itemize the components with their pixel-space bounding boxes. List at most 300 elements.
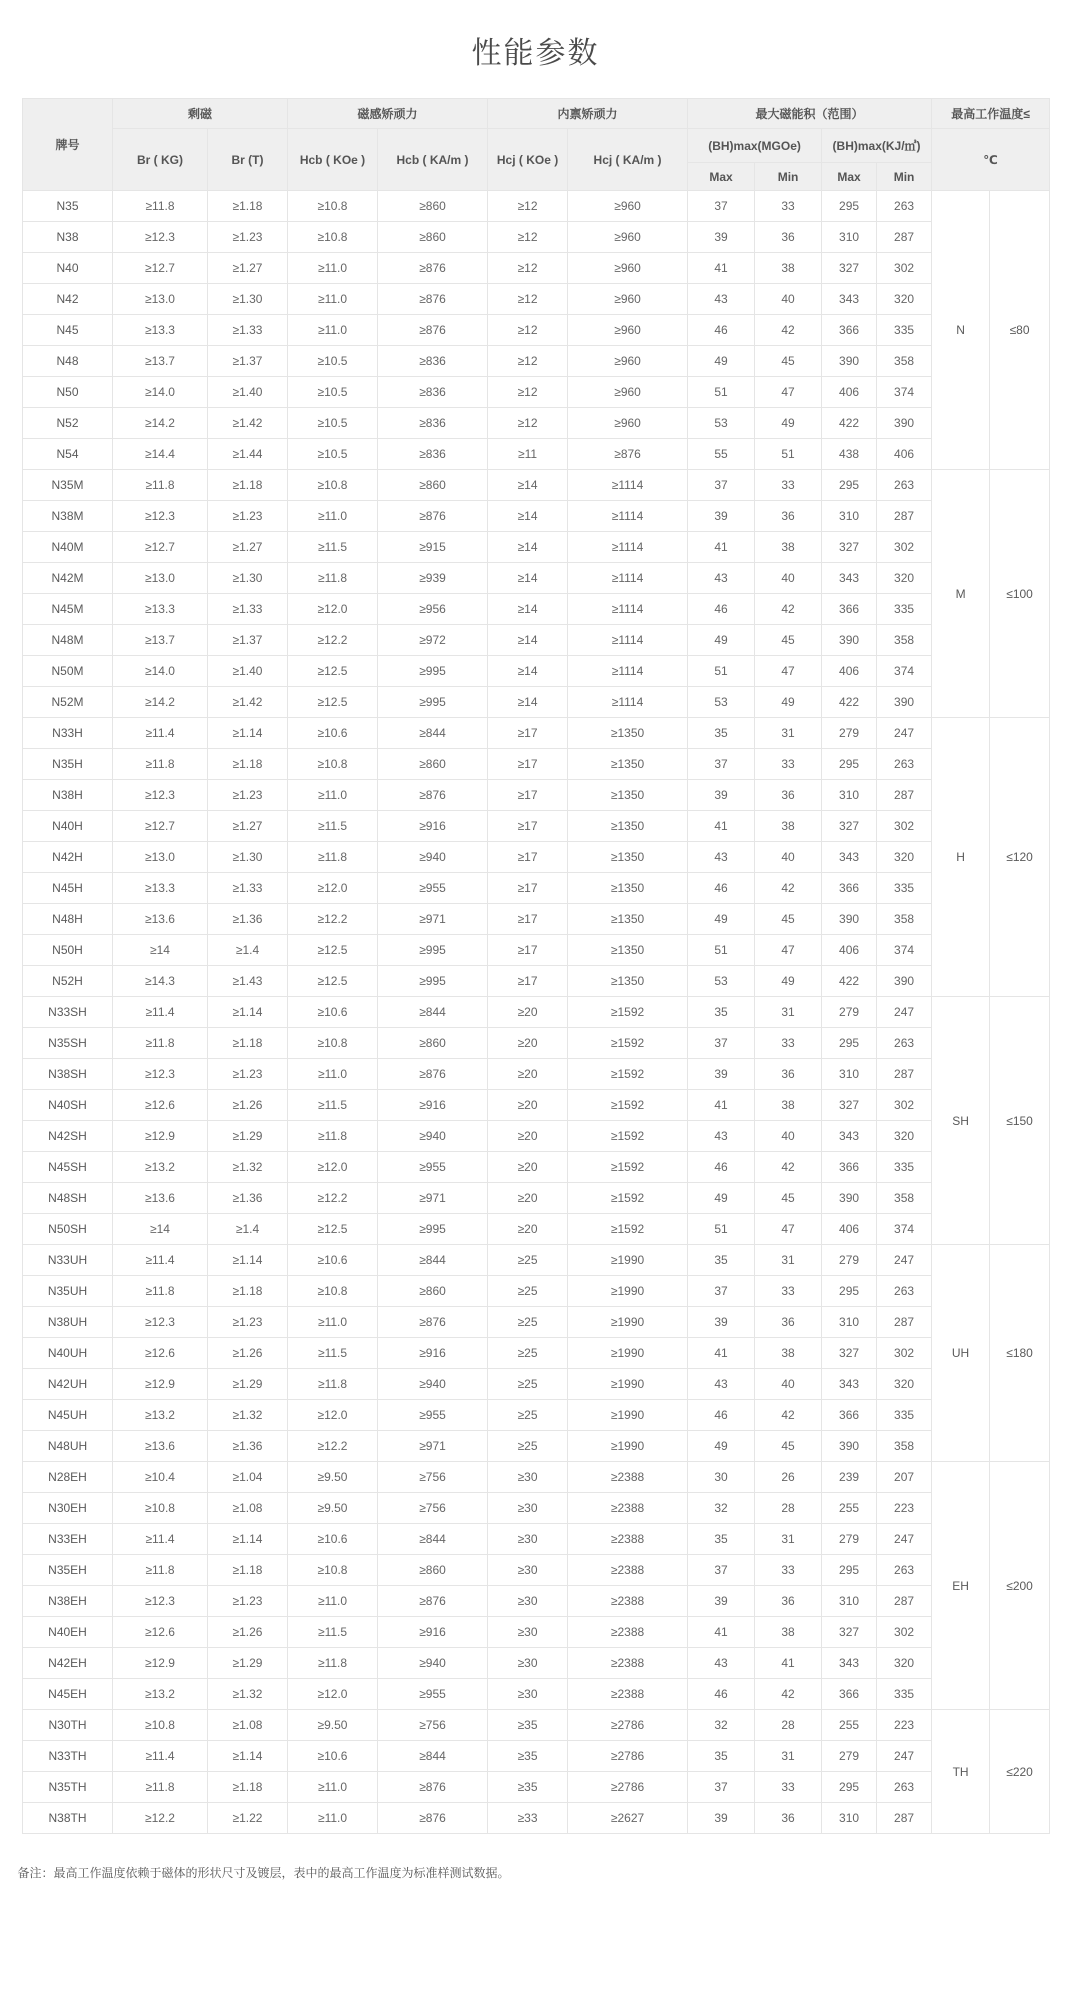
value-cell: ≥960 [568,315,688,346]
value-cell: 366 [822,1679,877,1710]
value-cell: 40 [755,1369,822,1400]
value-cell: 36 [755,222,822,253]
value-cell: ≥971 [378,1183,488,1214]
value-cell: 42 [755,873,822,904]
value-cell: 45 [755,1183,822,1214]
value-cell: 422 [822,966,877,997]
value-cell: ≥10.8 [113,1710,208,1741]
grade-cell: N38TH [23,1803,113,1834]
value-cell: 263 [877,749,932,780]
value-cell: 406 [822,377,877,408]
value-cell: ≥960 [568,253,688,284]
grade-cell: N35TH [23,1772,113,1803]
value-cell: 41 [688,253,755,284]
grade-cell: N40M [23,532,113,563]
value-cell: 51 [688,656,755,687]
value-cell: 39 [688,780,755,811]
value-cell: ≥14 [488,532,568,563]
value-cell: 47 [755,656,822,687]
header-br-t: Br (T) [208,129,288,191]
value-cell: ≥1.14 [208,1741,288,1772]
value-cell: 374 [877,935,932,966]
table-row [23,191,1050,222]
grade-cell: N40H [23,811,113,842]
header-remanence: 剩磁 [113,99,288,129]
value-cell: 40 [755,842,822,873]
value-cell: ≥1.26 [208,1617,288,1648]
value-cell: ≥11.4 [113,1245,208,1276]
value-cell: ≥995 [378,1214,488,1245]
value-cell: ≥11.8 [288,842,378,873]
value-cell: 37 [688,1555,755,1586]
value-cell: ≥9.50 [288,1462,378,1493]
value-cell: ≥1.14 [208,1524,288,1555]
value-cell: 327 [822,1090,877,1121]
grade-cell: N38 [23,222,113,253]
value-cell: 320 [877,284,932,315]
value-cell: ≥1.37 [208,346,288,377]
table-row [23,904,1050,935]
value-cell: ≥12.5 [288,935,378,966]
value-cell: 42 [755,1400,822,1431]
value-cell: ≥1350 [568,873,688,904]
value-cell: ≥12.7 [113,253,208,284]
value-cell: ≥12 [488,315,568,346]
value-cell: 302 [877,1338,932,1369]
value-cell: 263 [877,1555,932,1586]
value-cell: 43 [688,284,755,315]
value-cell: 247 [877,997,932,1028]
value-cell: ≥10.8 [288,1555,378,1586]
value-cell: ≥1.29 [208,1648,288,1679]
value-cell: ≥12.2 [288,1183,378,1214]
value-cell: 49 [688,346,755,377]
value-cell: ≥876 [378,1307,488,1338]
value-cell: ≥836 [378,439,488,470]
value-cell: 37 [688,1028,755,1059]
value-cell: 38 [755,532,822,563]
value-cell: ≥876 [378,780,488,811]
value-cell: ≥844 [378,1741,488,1772]
value-cell: ≥2786 [568,1772,688,1803]
table-row [23,1617,1050,1648]
value-cell: ≥960 [568,408,688,439]
value-cell: ≥1.26 [208,1338,288,1369]
header-coercivity: 磁感矫顽力 [288,99,488,129]
table-row [23,1555,1050,1586]
value-cell: 51 [688,1214,755,1245]
value-cell: ≥12.2 [113,1803,208,1834]
table-row [23,1245,1050,1276]
value-cell: ≥12.0 [288,594,378,625]
group-letter-cell: N [932,191,990,470]
value-cell: 295 [822,191,877,222]
value-cell: ≥25 [488,1431,568,1462]
value-cell: ≥1350 [568,749,688,780]
table-row [23,501,1050,532]
value-cell: ≥11.8 [288,1648,378,1679]
value-cell: ≥1.18 [208,470,288,501]
value-cell: 42 [755,315,822,346]
value-cell: ≥11.0 [288,1059,378,1090]
value-cell: 302 [877,1090,932,1121]
table-row [23,1772,1050,1803]
value-cell: 51 [688,377,755,408]
value-cell: 39 [688,1586,755,1617]
value-cell: ≥1.08 [208,1493,288,1524]
value-cell: ≥1.33 [208,594,288,625]
table-row [23,470,1050,501]
value-cell: ≥13.0 [113,284,208,315]
value-cell: 39 [688,222,755,253]
value-cell: ≥960 [568,191,688,222]
value-cell: ≥33 [488,1803,568,1834]
grade-cell: N33TH [23,1741,113,1772]
value-cell: ≥11.0 [288,1772,378,1803]
value-cell: ≥25 [488,1400,568,1431]
value-cell: ≥1.14 [208,718,288,749]
value-cell: ≥35 [488,1710,568,1741]
value-cell: ≥35 [488,1741,568,1772]
value-cell: ≥12 [488,408,568,439]
value-cell: ≥940 [378,1648,488,1679]
value-cell: 31 [755,1524,822,1555]
value-cell: ≥11.0 [288,253,378,284]
value-cell: ≥14 [488,501,568,532]
table-row [23,315,1050,346]
value-cell: ≥876 [378,284,488,315]
value-cell: ≥12.3 [113,1586,208,1617]
value-cell: 287 [877,1803,932,1834]
value-cell: ≥11.8 [113,1276,208,1307]
value-cell: ≥960 [568,346,688,377]
value-cell: ≥1.29 [208,1369,288,1400]
value-cell: ≥1.23 [208,1586,288,1617]
spec-table-container [22,98,1049,1834]
value-cell: ≥11.4 [113,1741,208,1772]
value-cell: 31 [755,1245,822,1276]
value-cell: ≥10.8 [113,1493,208,1524]
value-cell: 310 [822,780,877,811]
value-cell: 358 [877,1431,932,1462]
grade-cell: N50H [23,935,113,966]
value-cell: 343 [822,1121,877,1152]
value-cell: ≥1.36 [208,1431,288,1462]
value-cell: ≥756 [378,1710,488,1741]
value-cell: 279 [822,718,877,749]
value-cell: ≥11.4 [113,997,208,1028]
grade-cell: N35 [23,191,113,222]
header-grade: 牌号 [23,99,113,191]
header-kjm-min: Min [877,163,932,191]
table-row [23,966,1050,997]
value-cell: ≥995 [378,687,488,718]
value-cell: ≥916 [378,1338,488,1369]
grade-cell: N40SH [23,1090,113,1121]
value-cell: ≥10.5 [288,346,378,377]
value-cell: ≥844 [378,1245,488,1276]
value-cell: ≥11.0 [288,501,378,532]
table-row [23,222,1050,253]
table-row [23,935,1050,966]
value-cell: 36 [755,780,822,811]
header-br-kg: Br ( KG) [113,129,208,191]
value-cell: ≥876 [378,1586,488,1617]
grade-cell: N42M [23,563,113,594]
value-cell: 46 [688,1400,755,1431]
value-cell: ≥17 [488,935,568,966]
grade-cell: N40EH [23,1617,113,1648]
grade-cell: N38UH [23,1307,113,1338]
value-cell: ≥10.6 [288,997,378,1028]
grade-cell: N40UH [23,1338,113,1369]
value-cell: 47 [755,935,822,966]
value-cell: ≥1.14 [208,1245,288,1276]
value-cell: 320 [877,563,932,594]
group-letter-cell: UH [932,1245,990,1462]
group-letter-cell: H [932,718,990,997]
table-row [23,873,1050,904]
value-cell: 247 [877,1245,932,1276]
value-cell: 45 [755,1431,822,1462]
value-cell: 390 [822,625,877,656]
value-cell: ≥971 [378,904,488,935]
value-cell: 295 [822,470,877,501]
value-cell: ≥1350 [568,780,688,811]
value-cell: 43 [688,842,755,873]
value-cell: ≥11.0 [288,284,378,315]
value-cell: ≥10.8 [288,749,378,780]
value-cell: 49 [688,1183,755,1214]
value-cell: 279 [822,1524,877,1555]
value-cell: 335 [877,594,932,625]
value-cell: ≥14 [488,594,568,625]
grade-cell: N54 [23,439,113,470]
value-cell: ≥30 [488,1617,568,1648]
value-cell: ≥13.3 [113,315,208,346]
grade-cell: N52M [23,687,113,718]
grade-cell: N45UH [23,1400,113,1431]
header-bhmax-mgoe: (BH)max(MGOe) [688,129,822,163]
value-cell: ≥14 [113,1214,208,1245]
header-hcb-koe: Hcb ( KOe ) [288,129,378,191]
value-cell: ≥1114 [568,532,688,563]
value-cell: 279 [822,1741,877,1772]
grade-cell: N42 [23,284,113,315]
group-letter-cell: EH [932,1462,990,1710]
value-cell: ≥12.5 [288,687,378,718]
value-cell: 310 [822,1307,877,1338]
value-cell: ≥12.3 [113,501,208,532]
table-row [23,377,1050,408]
grade-cell: N52H [23,966,113,997]
value-cell: ≥940 [378,842,488,873]
grade-cell: N35UH [23,1276,113,1307]
value-cell: 41 [755,1648,822,1679]
value-cell: 33 [755,749,822,780]
grade-cell: N35H [23,749,113,780]
value-cell: 41 [688,1338,755,1369]
value-cell: ≥12 [488,377,568,408]
value-cell: ≥25 [488,1307,568,1338]
value-cell: ≥13.7 [113,625,208,656]
value-cell: 39 [688,1803,755,1834]
table-row [23,253,1050,284]
value-cell: 335 [877,315,932,346]
value-cell: ≥1.23 [208,501,288,532]
value-cell: ≥1.27 [208,811,288,842]
value-cell: ≥10.5 [288,377,378,408]
value-cell: 390 [877,408,932,439]
value-cell: ≥17 [488,904,568,935]
value-cell: 51 [688,935,755,966]
value-cell: 247 [877,1741,932,1772]
value-cell: ≥17 [488,718,568,749]
value-cell: 40 [755,284,822,315]
table-row [23,1462,1050,1493]
table-row [23,1338,1050,1369]
value-cell: 263 [877,470,932,501]
value-cell: ≥13.0 [113,842,208,873]
value-cell: 40 [755,563,822,594]
value-cell: ≥1.40 [208,656,288,687]
value-cell: ≥13.3 [113,594,208,625]
value-cell: 40 [755,1121,822,1152]
value-cell: 287 [877,222,932,253]
value-cell: 43 [688,1648,755,1679]
value-cell: ≥12 [488,222,568,253]
grade-cell: N48 [23,346,113,377]
value-cell: ≥756 [378,1493,488,1524]
value-cell: ≥12.5 [288,656,378,687]
value-cell: ≥12.2 [288,904,378,935]
value-cell: 255 [822,1710,877,1741]
group-temp-cell: ≤100 [990,470,1050,718]
value-cell: ≥12.3 [113,1307,208,1338]
value-cell: ≥1592 [568,1152,688,1183]
value-cell: 30 [688,1462,755,1493]
value-cell: ≥10.6 [288,718,378,749]
value-cell: 310 [822,1803,877,1834]
value-cell: ≥955 [378,873,488,904]
table-header [23,99,1050,191]
table-row [23,1679,1050,1710]
table-row [23,1431,1050,1462]
value-cell: ≥13.6 [113,1183,208,1214]
value-cell: ≥12.7 [113,811,208,842]
value-cell: 287 [877,1307,932,1338]
value-cell: ≥960 [568,222,688,253]
value-cell: ≥12.3 [113,222,208,253]
value-cell: ≥11.0 [288,1803,378,1834]
grade-cell: N35EH [23,1555,113,1586]
grade-cell: N30TH [23,1710,113,1741]
value-cell: ≥876 [378,1772,488,1803]
value-cell: ≥876 [378,1059,488,1090]
value-cell: ≥11.5 [288,1090,378,1121]
value-cell: ≥1.23 [208,222,288,253]
value-cell: ≥12.5 [288,966,378,997]
grade-cell: N38EH [23,1586,113,1617]
value-cell: 46 [688,873,755,904]
value-cell: ≥940 [378,1121,488,1152]
value-cell: 327 [822,811,877,842]
value-cell: ≥13.3 [113,873,208,904]
value-cell: ≥1114 [568,501,688,532]
value-cell: ≥2388 [568,1648,688,1679]
value-cell: ≥12 [488,253,568,284]
value-cell: ≥1592 [568,997,688,1028]
value-cell: ≥860 [378,1028,488,1059]
value-cell: ≥955 [378,1400,488,1431]
value-cell: ≥12.9 [113,1121,208,1152]
value-cell: 343 [822,1369,877,1400]
grade-cell: N50SH [23,1214,113,1245]
value-cell: ≥11.8 [113,1028,208,1059]
value-cell: 358 [877,1183,932,1214]
grade-cell: N35M [23,470,113,501]
value-cell: 35 [688,1741,755,1772]
value-cell: ≥836 [378,377,488,408]
value-cell: ≥1114 [568,687,688,718]
value-cell: ≥1.04 [208,1462,288,1493]
value-cell: 310 [822,1059,877,1090]
value-cell: 37 [688,470,755,501]
value-cell: ≥2388 [568,1586,688,1617]
table-row [23,408,1050,439]
value-cell: 35 [688,1524,755,1555]
value-cell: 263 [877,191,932,222]
value-cell: 335 [877,1400,932,1431]
value-cell: 287 [877,780,932,811]
value-cell: ≥14 [488,470,568,501]
header-mgoe-max: Max [688,163,755,191]
value-cell: ≥20 [488,1152,568,1183]
value-cell: ≥1990 [568,1245,688,1276]
value-cell: ≥836 [378,346,488,377]
value-cell: ≥916 [378,811,488,842]
value-cell: ≥2388 [568,1617,688,1648]
value-cell: ≥13.6 [113,1431,208,1462]
value-cell: ≥1592 [568,1028,688,1059]
value-cell: ≥1.40 [208,377,288,408]
value-cell: 41 [688,1090,755,1121]
value-cell: 53 [688,408,755,439]
table-row [23,532,1050,563]
value-cell: 49 [688,1431,755,1462]
value-cell: ≥14 [488,656,568,687]
value-cell: 335 [877,1679,932,1710]
value-cell: ≥10.8 [288,191,378,222]
value-cell: ≥995 [378,935,488,966]
table-row [23,1276,1050,1307]
value-cell: ≥1990 [568,1307,688,1338]
value-cell: ≥860 [378,749,488,780]
value-cell: ≥25 [488,1276,568,1307]
value-cell: ≥11.8 [288,1121,378,1152]
header-bhmax-kjm: (BH)max(KJ/㎥) [822,129,932,163]
table-row [23,1307,1050,1338]
value-cell: ≥12.3 [113,780,208,811]
value-cell: ≥1350 [568,935,688,966]
table-row [23,1741,1050,1772]
value-cell: 31 [755,718,822,749]
value-cell: ≥1.44 [208,439,288,470]
value-cell: 35 [688,997,755,1028]
value-cell: 374 [877,1214,932,1245]
value-cell: 46 [688,315,755,346]
value-cell: ≥17 [488,873,568,904]
